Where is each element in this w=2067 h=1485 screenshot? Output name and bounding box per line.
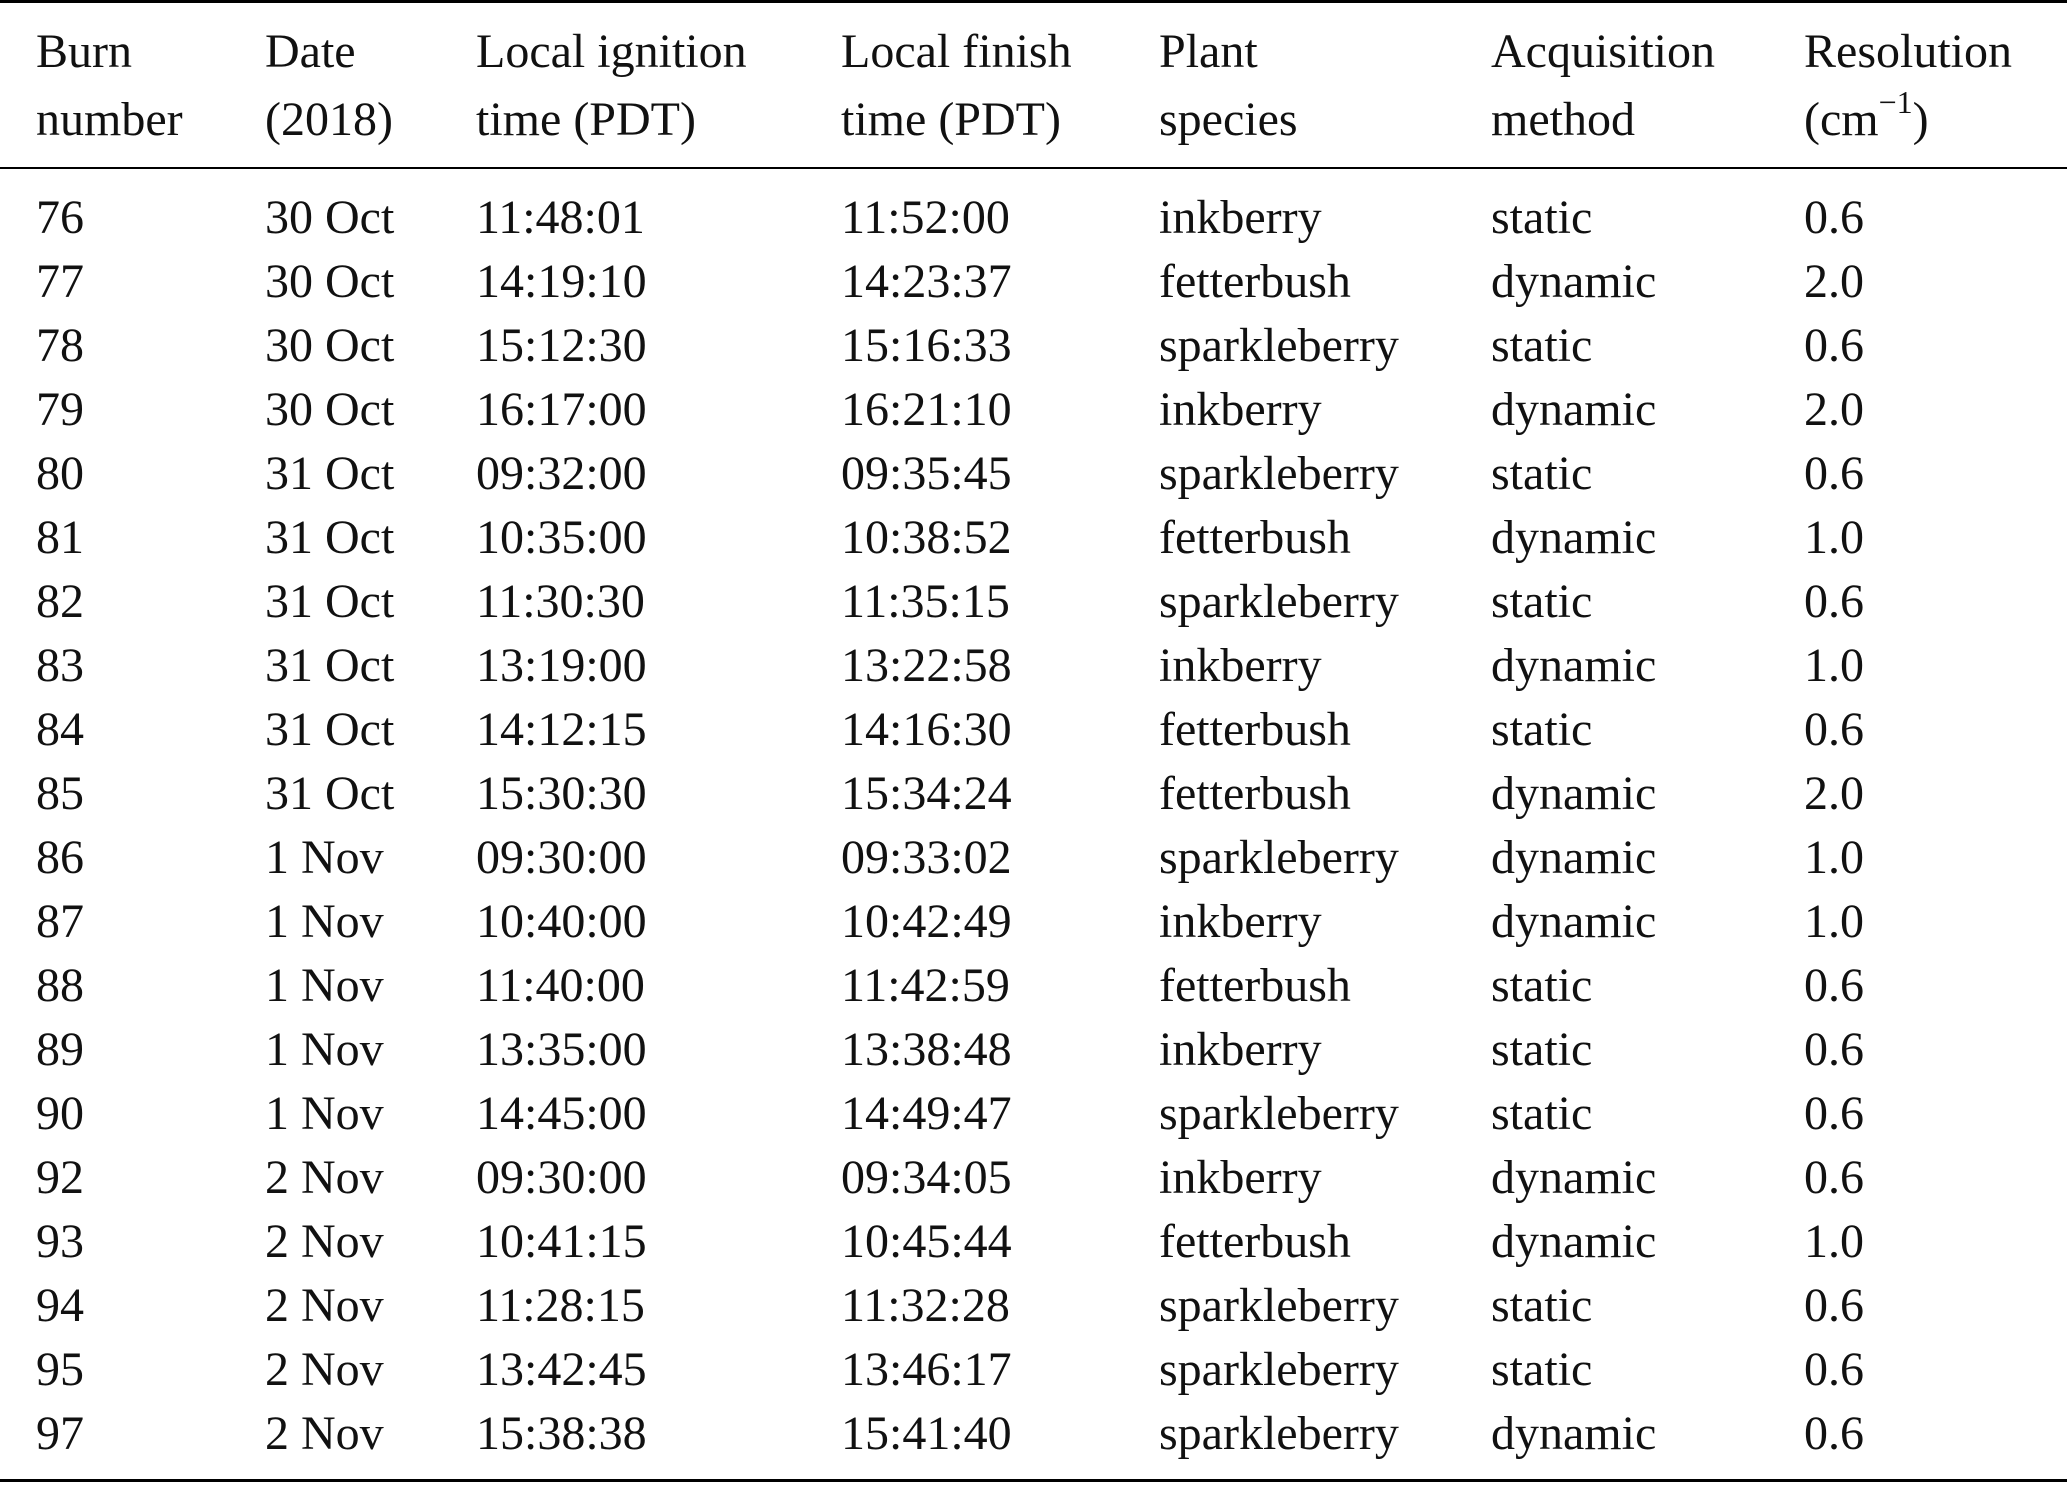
finish-time-cell: 13:22:58 [841, 639, 1012, 692]
header-burn-number: Burn number [36, 25, 183, 146]
date-cell: 1 Nov [265, 959, 384, 1012]
plant-species-cell: sparkleberry [1159, 575, 1399, 628]
table-row [0, 634, 2067, 698]
burn-number-cell: 92 [36, 1151, 84, 1204]
ignition-time-cell: 09:30:00 [476, 831, 647, 884]
date-cell: 31 Oct [265, 511, 395, 564]
date-cell: 2 Nov [265, 1407, 384, 1460]
resolution-cell: 0.6 [1804, 575, 1864, 628]
burn-number-cell: 86 [36, 831, 84, 884]
date-cell: 2 Nov [265, 1151, 384, 1204]
acquisition-method-cell: dynamic [1491, 767, 1657, 820]
table-row [0, 378, 2067, 442]
resolution-cell: 1.0 [1804, 1215, 1864, 1268]
acquisition-method-cell: static [1491, 575, 1593, 628]
acquisition-method-cell: dynamic [1491, 895, 1657, 948]
ignition-time-cell: 09:32:00 [476, 447, 647, 500]
resolution-cell: 1.0 [1804, 831, 1864, 884]
header-ignition-time: Local ignition time (PDT) [476, 25, 747, 146]
finish-time-cell: 14:49:47 [841, 1087, 1012, 1140]
ignition-time-cell: 14:45:00 [476, 1087, 647, 1140]
table-row [0, 698, 2067, 762]
plant-species-cell: fetterbush [1159, 1215, 1351, 1268]
finish-time-cell: 16:21:10 [841, 383, 1012, 436]
date-cell: 30 Oct [265, 255, 395, 308]
burn-number-cell: 94 [36, 1279, 84, 1332]
acquisition-method-cell: static [1491, 1279, 1593, 1332]
resolution-cell: 0.6 [1804, 1279, 1864, 1332]
finish-time-cell: 09:35:45 [841, 447, 1012, 500]
ignition-time-cell: 14:12:15 [476, 703, 647, 756]
date-cell: 2 Nov [265, 1215, 384, 1268]
burn-number-cell: 95 [36, 1343, 84, 1396]
finish-time-cell: 13:46:17 [841, 1343, 1012, 1396]
acquisition-method-cell: static [1491, 447, 1593, 500]
table-row [0, 506, 2067, 570]
table-row [0, 168, 2067, 250]
resolution-cell: 1.0 [1804, 639, 1864, 692]
acquisition-method-cell: dynamic [1491, 639, 1657, 692]
table-row [0, 826, 2067, 890]
resolution-cell: 2.0 [1804, 255, 1864, 308]
plant-species-cell: inkberry [1159, 191, 1322, 244]
date-cell: 2 Nov [265, 1343, 384, 1396]
burn-number-cell: 76 [36, 191, 84, 244]
resolution-cell: 0.6 [1804, 1343, 1864, 1396]
resolution-cell: 0.6 [1804, 1151, 1864, 1204]
date-cell: 31 Oct [265, 639, 395, 692]
plant-species-cell: sparkleberry [1159, 1343, 1399, 1396]
ignition-time-cell: 16:17:00 [476, 383, 647, 436]
acquisition-method-cell: static [1491, 703, 1593, 756]
acquisition-method-cell: dynamic [1491, 1407, 1657, 1460]
acquisition-method-cell: dynamic [1491, 255, 1657, 308]
date-cell: 31 Oct [265, 767, 395, 820]
table-body [0, 168, 2067, 1466]
resolution-cell: 0.6 [1804, 1023, 1864, 1076]
resolution-cell: 0.6 [1804, 447, 1864, 500]
table-row [0, 890, 2067, 954]
date-cell: 31 Oct [265, 447, 395, 500]
burn-number-cell: 89 [36, 1023, 84, 1076]
plant-species-cell: sparkleberry [1159, 831, 1399, 884]
ignition-time-cell: 11:30:30 [476, 575, 645, 628]
ignition-time-cell: 15:30:30 [476, 767, 647, 820]
ignition-time-cell: 10:41:15 [476, 1215, 647, 1268]
date-cell: 1 Nov [265, 1023, 384, 1076]
burn-number-cell: 90 [36, 1087, 84, 1140]
plant-species-cell: sparkleberry [1159, 447, 1399, 500]
ignition-time-cell: 13:35:00 [476, 1023, 647, 1076]
ignition-time-cell: 11:48:01 [476, 191, 645, 244]
plant-species-cell: inkberry [1159, 895, 1322, 948]
ignition-time-cell: 15:38:38 [476, 1407, 647, 1460]
table-row [0, 1018, 2067, 1082]
resolution-cell: 0.6 [1804, 959, 1864, 1012]
burn-number-cell: 80 [36, 447, 84, 500]
burn-number-cell: 82 [36, 575, 84, 628]
resolution-cell: 0.6 [1804, 1087, 1864, 1140]
burn-number-cell: 79 [36, 383, 84, 436]
table-row [0, 1338, 2067, 1402]
date-cell: 31 Oct [265, 703, 395, 756]
ignition-time-cell: 11:40:00 [476, 959, 645, 1012]
date-cell: 1 Nov [265, 1087, 384, 1140]
ignition-time-cell: 13:19:00 [476, 639, 647, 692]
finish-time-cell: 14:23:37 [841, 255, 1012, 308]
acquisition-method-cell: static [1491, 1087, 1593, 1140]
finish-time-cell: 15:41:40 [841, 1407, 1012, 1460]
finish-time-cell: 11:52:00 [841, 191, 1010, 244]
ignition-time-cell: 15:12:30 [476, 319, 647, 372]
burn-number-cell: 88 [36, 959, 84, 1012]
finish-time-cell: 15:34:24 [841, 767, 1012, 820]
header-row [0, 0, 2067, 168]
plant-species-cell: fetterbush [1159, 703, 1351, 756]
burn-number-cell: 93 [36, 1215, 84, 1268]
burn-number-cell: 84 [36, 703, 84, 756]
ignition-time-cell: 14:19:10 [476, 255, 647, 308]
plant-species-cell: fetterbush [1159, 255, 1351, 308]
acquisition-method-cell: static [1491, 1343, 1593, 1396]
date-cell: 1 Nov [265, 831, 384, 884]
resolution-cell: 1.0 [1804, 895, 1864, 948]
finish-time-cell: 11:35:15 [841, 575, 1010, 628]
date-cell: 30 Oct [265, 319, 395, 372]
date-cell: 31 Oct [265, 575, 395, 628]
table-row [0, 314, 2067, 378]
table-row [0, 1082, 2067, 1146]
header-plant-species: Plant species [1159, 25, 1298, 146]
header-acquisition-method: Acquisition method [1491, 25, 1715, 146]
resolution-cell: 1.0 [1804, 511, 1864, 564]
burn-number-cell: 78 [36, 319, 84, 372]
table-row [0, 442, 2067, 506]
resolution-cell: 2.0 [1804, 767, 1864, 820]
plant-species-cell: inkberry [1159, 639, 1322, 692]
finish-time-cell: 09:33:02 [841, 831, 1012, 884]
table-row [0, 954, 2067, 1018]
finish-time-cell: 14:16:30 [841, 703, 1012, 756]
ignition-time-cell: 10:35:00 [476, 511, 647, 564]
table-row [0, 250, 2067, 314]
date-cell: 1 Nov [265, 895, 384, 948]
ignition-time-cell: 11:28:15 [476, 1279, 645, 1332]
finish-time-cell: 11:32:28 [841, 1279, 1010, 1332]
date-cell: 30 Oct [265, 191, 395, 244]
plant-species-cell: inkberry [1159, 1023, 1322, 1076]
finish-time-cell: 10:42:49 [841, 895, 1012, 948]
plant-species-cell: sparkleberry [1159, 1407, 1399, 1460]
resolution-cell: 2.0 [1804, 383, 1864, 436]
date-cell: 30 Oct [265, 383, 395, 436]
finish-time-cell: 13:38:48 [841, 1023, 1012, 1076]
date-cell: 2 Nov [265, 1279, 384, 1332]
burn-number-cell: 97 [36, 1407, 84, 1460]
plant-species-cell: inkberry [1159, 383, 1322, 436]
acquisition-method-cell: dynamic [1491, 831, 1657, 884]
acquisition-method-cell: static [1491, 1023, 1593, 1076]
finish-time-cell: 10:45:44 [841, 1215, 1012, 1268]
ignition-time-cell: 13:42:45 [476, 1343, 647, 1396]
table-row [0, 1146, 2067, 1210]
header-resolution: Resolution $(cm^{-1})$ [1804, 25, 2013, 146]
finish-time-cell: 09:34:05 [841, 1151, 1012, 1204]
plant-species-cell: fetterbush [1159, 511, 1351, 564]
table-row [0, 1210, 2067, 1274]
table-row [0, 762, 2067, 826]
burn-number-cell: 81 [36, 511, 84, 564]
plant-species-cell: fetterbush [1159, 959, 1351, 1012]
resolution-cell: 0.6 [1804, 703, 1864, 756]
finish-time-cell: 10:38:52 [841, 511, 1012, 564]
plant-species-cell: sparkleberry [1159, 1279, 1399, 1332]
plant-species-cell: inkberry [1159, 1151, 1322, 1204]
header-finish-time: Local finish time (PDT) [841, 25, 1072, 146]
plant-species-cell: sparkleberry [1159, 319, 1399, 372]
acquisition-method-cell: dynamic [1491, 511, 1657, 564]
acquisition-method-cell: static [1491, 319, 1593, 372]
table-row [0, 570, 2067, 634]
resolution-cell: 0.6 [1804, 191, 1864, 244]
header-date: Date (2018) [265, 25, 393, 146]
table-row [0, 1402, 2067, 1466]
ignition-time-cell: 10:40:00 [476, 895, 647, 948]
acquisition-method-cell: static [1491, 191, 1593, 244]
acquisition-method-cell: dynamic [1491, 383, 1657, 436]
plant-species-cell: fetterbush [1159, 767, 1351, 820]
ignition-time-cell: 09:30:00 [476, 1151, 647, 1204]
table-row [0, 1274, 2067, 1338]
acquisition-method-cell: static [1491, 959, 1593, 1012]
finish-time-cell: 11:42:59 [841, 959, 1010, 1012]
burn-number-cell: 87 [36, 895, 84, 948]
burn-number-cell: 83 [36, 639, 84, 692]
plant-species-cell: sparkleberry [1159, 1087, 1399, 1140]
burn-number-cell: 85 [36, 767, 84, 820]
acquisition-method-cell: dynamic [1491, 1151, 1657, 1204]
finish-time-cell: 15:16:33 [841, 319, 1012, 372]
bottom-rule [0, 1479, 2067, 1482]
resolution-cell: 0.6 [1804, 319, 1864, 372]
resolution-cell: 0.6 [1804, 1407, 1864, 1460]
acquisition-method-cell: dynamic [1491, 1215, 1657, 1268]
burn-number-cell: 77 [36, 255, 84, 308]
